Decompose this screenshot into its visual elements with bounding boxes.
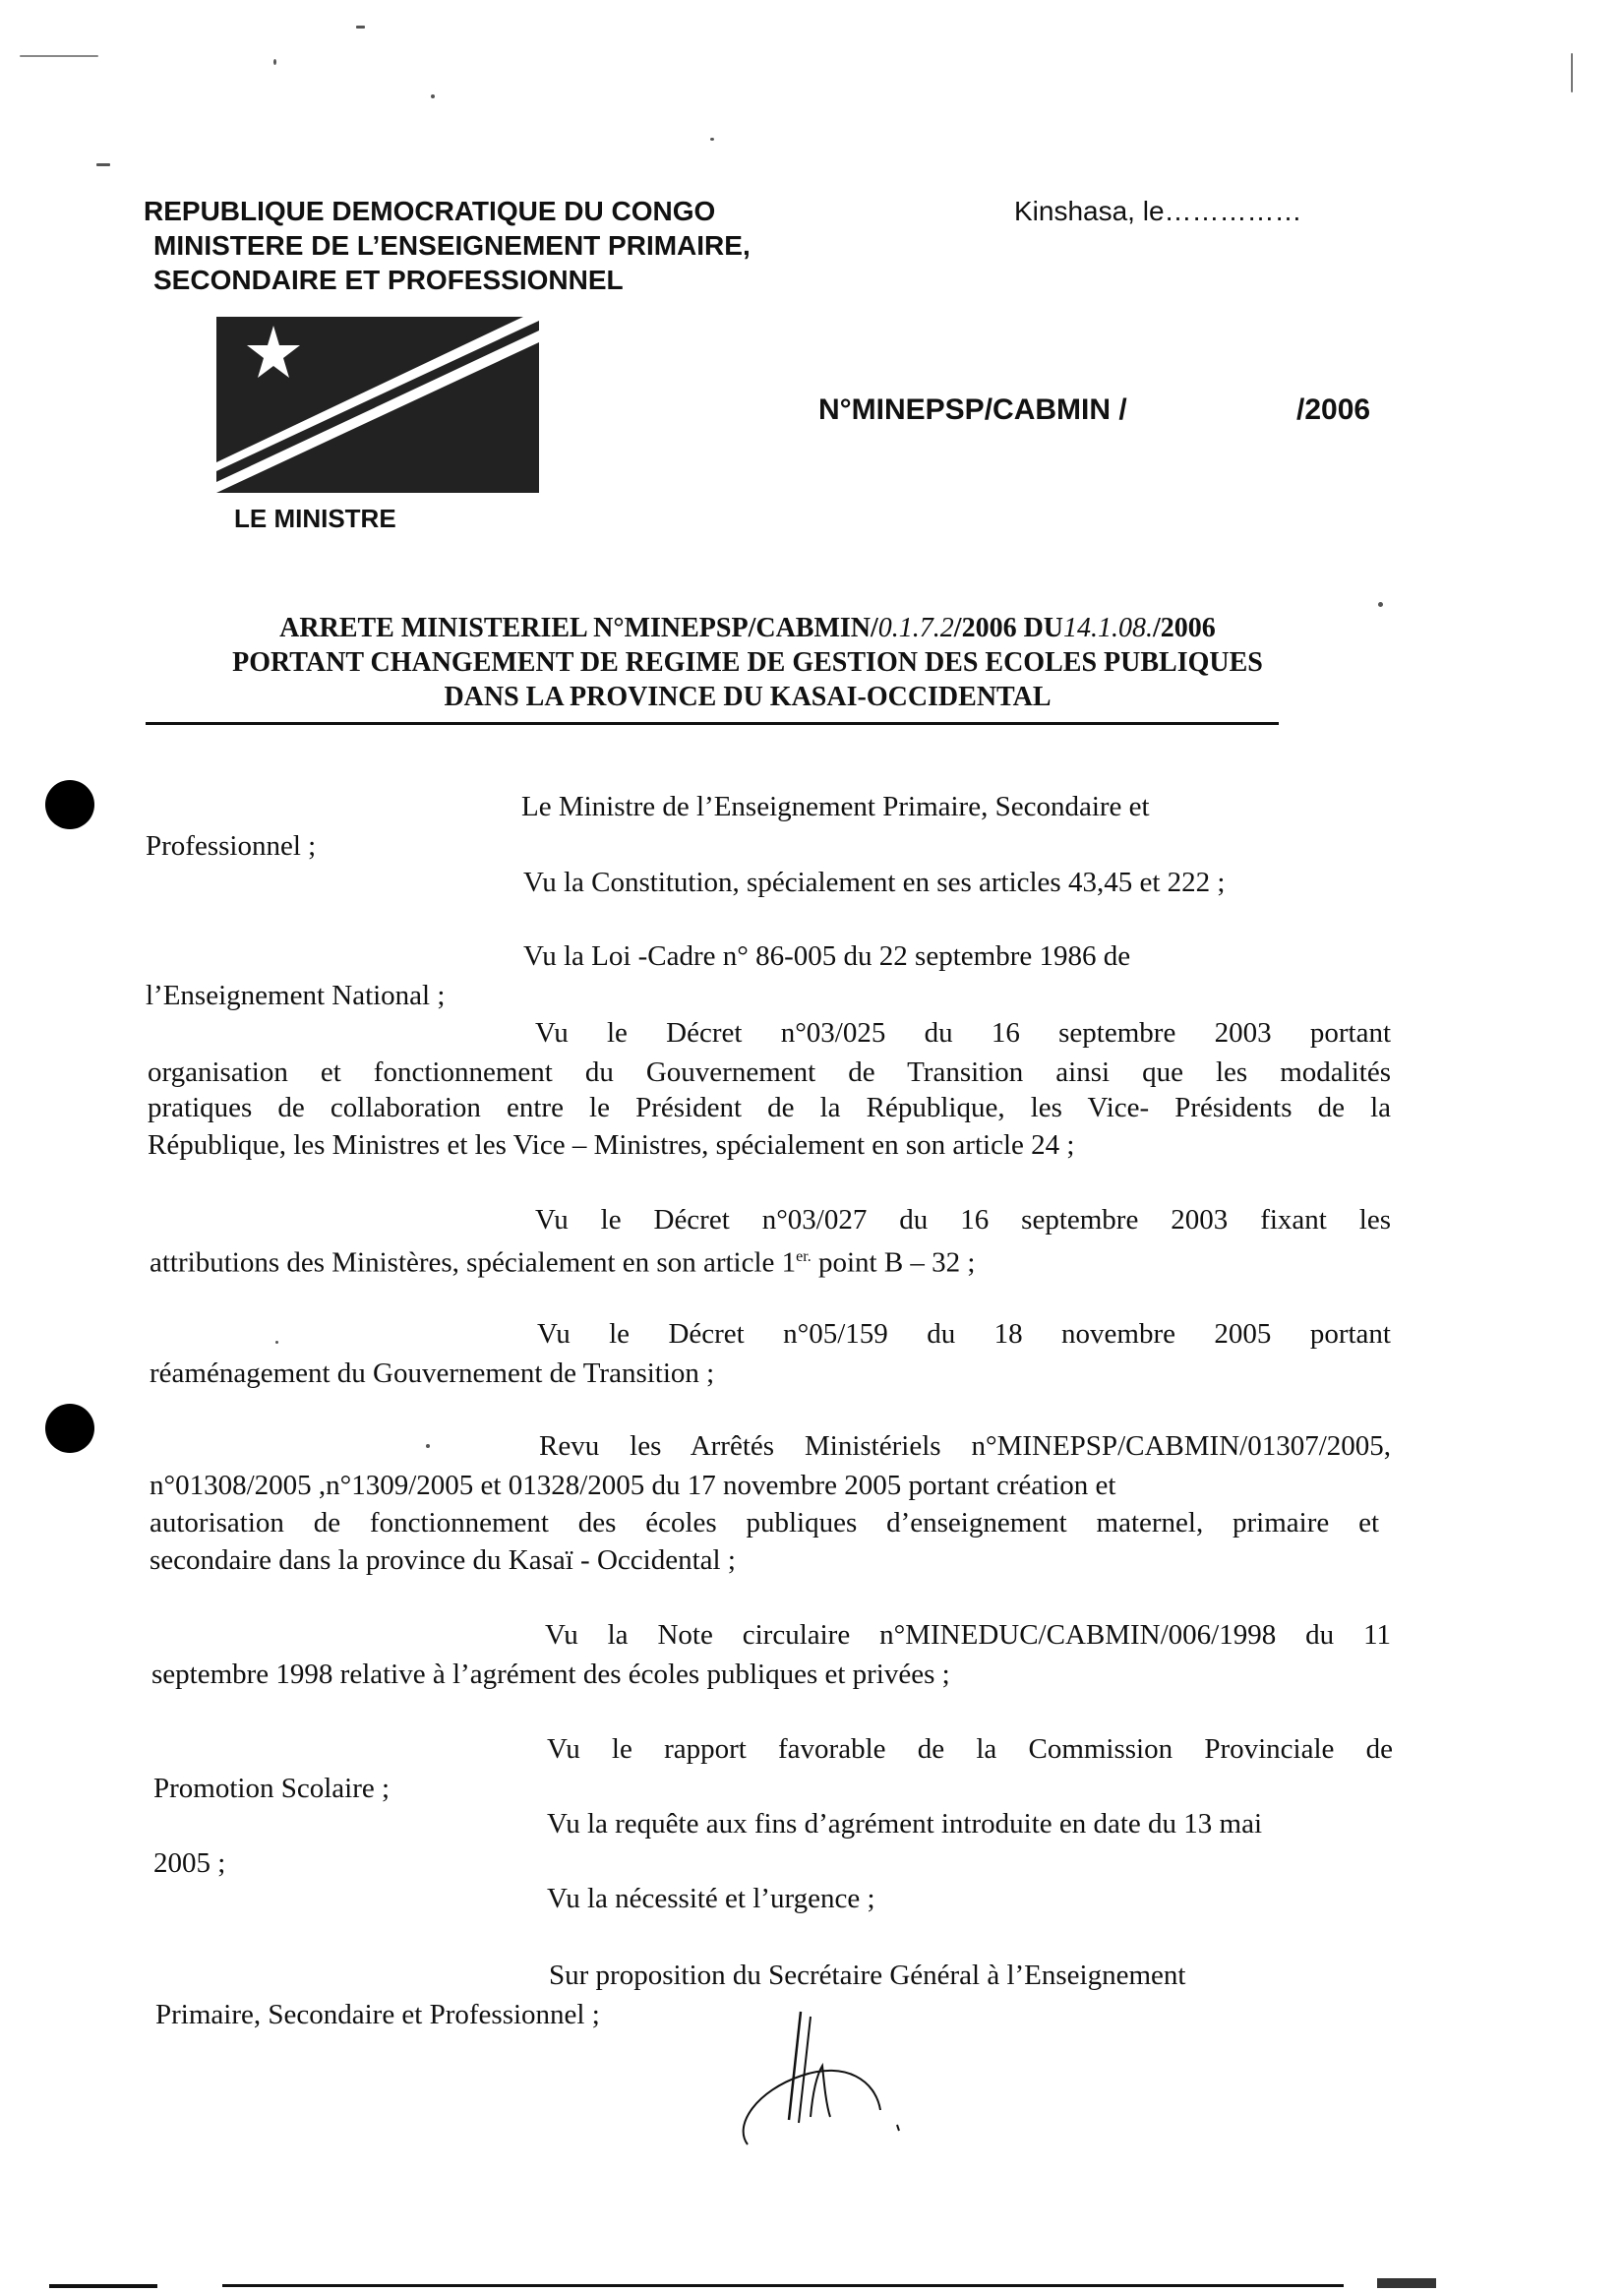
drc-flag bbox=[216, 317, 539, 493]
preamble-proposition-line1: Sur proposition du Secrétaire Général à l’Enseignement bbox=[549, 1960, 1186, 1991]
preamble-decret-03-025-line2: organisation et fonctionnement du Gouvernement de Transition ainsi que les modalités bbox=[148, 1056, 1391, 1088]
preamble-proposition-line2: Primaire, Secondaire et Professionnel ; bbox=[155, 1999, 600, 2030]
decree-title-line1 bbox=[148, 612, 1348, 645]
preamble-rapport-line2: Promotion Scolaire ; bbox=[153, 1773, 391, 1804]
preamble-arretes-line2: n°01308/2005 ,n°1309/2005 et 01328/2005 du 17 novembre 2005 portant création et bbox=[150, 1470, 1116, 1501]
flag-graphic bbox=[216, 317, 539, 493]
decree-title-suffix: /2006 bbox=[1153, 613, 1216, 643]
scan-speck bbox=[710, 138, 714, 141]
decret-03-027-text-a: attributions des Ministères, spécialement en son article 1 bbox=[150, 1246, 797, 1279]
preamble-arretes-line3: autorisation de fonctionnement des écoles publiques d’enseignement maternel, primaire et bbox=[150, 1507, 1379, 1539]
decret-03-027-superscript: er. bbox=[796, 1248, 812, 1265]
reference-year: /2006 bbox=[1296, 393, 1371, 426]
scan-speck bbox=[426, 1444, 430, 1448]
ministry-name-line2: SECONDAIRE ET PROFESSIONNEL bbox=[153, 265, 624, 295]
scan-bottom-edge-right bbox=[1377, 2278, 1436, 2288]
punch-hole bbox=[45, 1404, 94, 1453]
preamble-arretes-line1: Revu les Arrêtés Ministériels n°MINEPSP/CABMIN/01307/2005, bbox=[539, 1430, 1391, 1462]
decree-title-line2: PORTANT CHANGEMENT DE REGIME DE GESTION DES ECOLES PUBLIQUES bbox=[232, 647, 1263, 678]
preamble-rapport-line1: Vu le rapport favorable de la Commission Provinciale de bbox=[547, 1733, 1393, 1765]
title-underline bbox=[146, 722, 1279, 725]
preamble-decret-03-027-line2 bbox=[150, 1237, 975, 1283]
preamble-decret-05-159-line1: Vu le Décret n°05/159 du 18 novembre 2005 portant bbox=[537, 1318, 1391, 1350]
handwritten-decree-date: 14.1.08. bbox=[1063, 613, 1154, 643]
preamble-decret-03-025-line4: République, les Ministres et les Vice – Ministres, spécialement en son article 24 ; bbox=[148, 1129, 1075, 1161]
preamble-p1-line1: Le Ministre de l’Enseignement Primaire, Secondaire et bbox=[521, 791, 1150, 822]
preamble-necessite: Vu la nécessité et l’urgence ; bbox=[547, 1883, 875, 1914]
preamble-decret-03-025-line1: Vu le Décret n°03/025 du 16 septembre 2003 portant bbox=[535, 1017, 1391, 1049]
preamble-decret-03-027-line1: Vu le Décret n°03/027 du 16 septembre 2003 fixant les bbox=[535, 1204, 1391, 1236]
preamble-constitution: Vu la Constitution, spécialement en ses articles 43,45 et 222 ; bbox=[523, 867, 1226, 898]
signature-strokes bbox=[728, 2007, 905, 2154]
scan-speck bbox=[275, 1341, 278, 1344]
decret-03-027-text-b: point B – 32 ; bbox=[811, 1246, 976, 1279]
preamble-loi-cadre-line1: Vu la Loi -Cadre n° 86-005 du 22 septembre 1986 de bbox=[523, 940, 1131, 972]
scan-speck bbox=[273, 59, 276, 65]
punch-hole bbox=[45, 780, 94, 829]
handwritten-decree-number: 0.1.7.2 bbox=[877, 613, 954, 643]
scan-bottom-edge bbox=[222, 2284, 1344, 2287]
place-date: Kinshasa, le…………… bbox=[1014, 196, 1302, 226]
preamble-decret-03-025-line3: pratiques de collaboration entre le Président de la République, les Vice- Présidents de la bbox=[148, 1092, 1391, 1123]
preamble-note-circulaire-line1: Vu la Note circulaire n°MINEDUC/CABMIN/006/1998 du 11 bbox=[545, 1619, 1391, 1651]
decree-title-prefix: ARRETE MINISTERIEL N°MINEPSP/CABMIN/ bbox=[279, 613, 878, 643]
preamble-arretes-line4: secondaire dans la province du Kasaï - Occidental ; bbox=[150, 1544, 736, 1576]
scan-speck bbox=[96, 163, 110, 166]
preamble-p1-line2: Professionnel ; bbox=[146, 830, 317, 862]
preamble-decret-05-159-line2: réaménagement du Gouvernement de Transition ; bbox=[150, 1358, 715, 1389]
scan-speck bbox=[356, 26, 365, 29]
preamble-requete-line1: Vu la requête aux fins d’agrément introduite en date du 13 mai bbox=[547, 1808, 1263, 1840]
reference-number: N°MINEPSP/CABMIN / bbox=[818, 393, 1127, 426]
preamble-loi-cadre-line2: l’Enseignement National ; bbox=[146, 980, 446, 1011]
country-name: REPUBLIQUE DEMOCRATIQUE DU CONGO bbox=[144, 196, 716, 226]
decree-title-line3: DANS LA PROVINCE DU KASAI-OCCIDENTAL bbox=[444, 682, 1052, 712]
scan-bottom-edge-left bbox=[49, 2284, 157, 2288]
scan-speck bbox=[431, 94, 435, 98]
scan-speck bbox=[20, 55, 98, 57]
preamble-requete-line2: 2005 ; bbox=[153, 1847, 226, 1879]
scan-speck bbox=[1571, 53, 1573, 92]
scan-speck bbox=[1378, 602, 1383, 607]
decree-title-mid: /2006 DU bbox=[953, 613, 1064, 643]
preamble-note-circulaire-line2: septembre 1998 relative à l’agrément des écoles publiques et privées ; bbox=[151, 1659, 950, 1690]
signatory-label: LE MINISTRE bbox=[234, 504, 396, 533]
handwritten-signature bbox=[728, 2007, 905, 2154]
ministry-name-line1: MINISTERE DE L’ENSEIGNEMENT PRIMAIRE, bbox=[153, 230, 751, 261]
